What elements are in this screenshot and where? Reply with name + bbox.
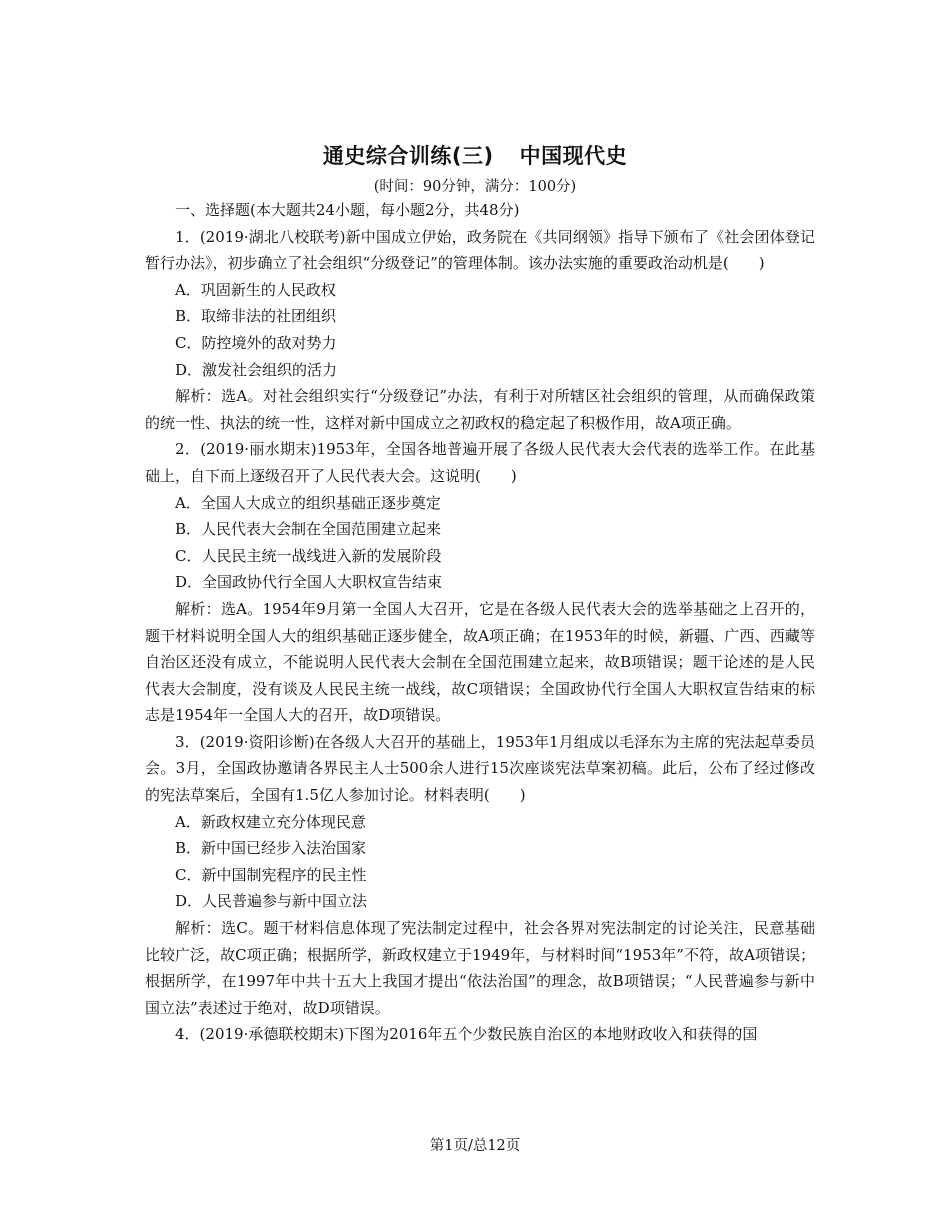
question-1-option-d: D．激发社会组织的活力 bbox=[175, 360, 338, 379]
question-3-option-c: C．新中国制宪程序的民主性 bbox=[175, 865, 367, 884]
page-footer: 第1页/总12页 bbox=[429, 1138, 521, 1154]
question-2-option-a: A．全国人大成立的组织基础正逐步奠定 bbox=[175, 493, 441, 512]
title-main: 通史综合训练(三) bbox=[322, 144, 494, 168]
question-2-stem: 2．(2019·丽水期末)1953年，全国各地普遍开展了各级人民代表大会代表的选举工作。在此基础上，自下而上逐级召开了人民代表大会。这说明( ) bbox=[145, 440, 815, 485]
question-1-analysis: 解析：选A。对社会组织实行“分级登记”办法，有利于对所辖区社会组织的管理，从而确保政策的统一性、执法的统一性，这样对新中国成立之初政权的稳定起了积极作用，故A项正确。 bbox=[145, 387, 815, 432]
question-3-option-d: D．人民普遍参与新中国立法 bbox=[175, 892, 368, 911]
question-2-option-b: B．人民代表大会制在全国范围建立起来 bbox=[175, 520, 442, 539]
question-1-option-a: A．巩固新生的人民政权 bbox=[175, 280, 336, 299]
question-4-stem: 4．(2019·承德联校期末)下图为2016年五个少数民族自治区的本地财政收入和获得的国 bbox=[175, 1025, 758, 1044]
page-title bbox=[0, 140, 950, 170]
question-2-option-c: C．人民民主统一战线进入新的发展阶段 bbox=[175, 546, 442, 565]
question-3-analysis: 解析：选C。题干材料信息体现了宪法制定过程中，社会各界对宪法制定的讨论关注，民意基础比较广泛，故C项正确；根据所学，新政权建立于1949年，与材料时间“1953年”不符，故A项错误；根据所学，在1997年中共十五大上我国才提出“依法治国”的理念，故B项错误；“人民普遍参与新中国立法”表述过于绝对，故D项错误。 bbox=[145, 919, 815, 1017]
question-1-option-b: B．取缔非法的社团组织 bbox=[175, 307, 337, 326]
question-3-option-a: A．新政权建立充分体现民意 bbox=[175, 812, 366, 831]
question-3-option-b: B．新中国已经步入法治国家 bbox=[175, 839, 367, 858]
question-2-analysis: 解析：选A。1954年9月第一全国人大召开，它是在各级人民代表大会的选举基础之上召开的，题干材料说明全国人大的组织基础正逐步健全，故A项正确；在1953年的时候，新疆、广西、西藏等自治区还没有成立，不能说明人民代表大会制在全国范围建立起来，故B项错误；题干论述的是人民代表大会制度，没有谈及人民民主统一战线，故C项错误；全国政协代行全国人大职权宣告结束的标志是1954年一全国人大的召开，故D项错误。 bbox=[145, 599, 815, 725]
question-3-stem: 3．(2019·资阳诊断)在各级人大召开的基础上，1953年1月组成以毛泽东为主席的宪法起草委员会。3月，全国政协邀请各界民主人士500余人进行15次座谈宪法草案初稿。此后，公布了经过修改的宪法草案后，全国有1.5亿人参加讨论。材料表明( ) bbox=[145, 732, 815, 805]
question-1-option-c: C．防控境外的敌对势力 bbox=[175, 333, 337, 352]
title-sub: 中国现代史 bbox=[519, 144, 628, 168]
question-1-stem: 1．(2019·湖北八校联考)新中国成立伊始，政务院在《共同纲领》指导下颁布了《社会团体登记暂行办法》，初步确立了社会组织“分级登记”的管理体制。该办法实施的重要政治动机是( ) bbox=[145, 227, 815, 273]
question-2-option-d: D．全国政协代行全国人大职权宣告结束 bbox=[175, 573, 443, 592]
document-body bbox=[145, 197, 815, 1048]
section-heading: 一、选择题(本大题共24小题，每小题2分，共48分) bbox=[175, 201, 520, 219]
exam-info: (时间：90分钟，满分：100分) bbox=[373, 179, 577, 195]
